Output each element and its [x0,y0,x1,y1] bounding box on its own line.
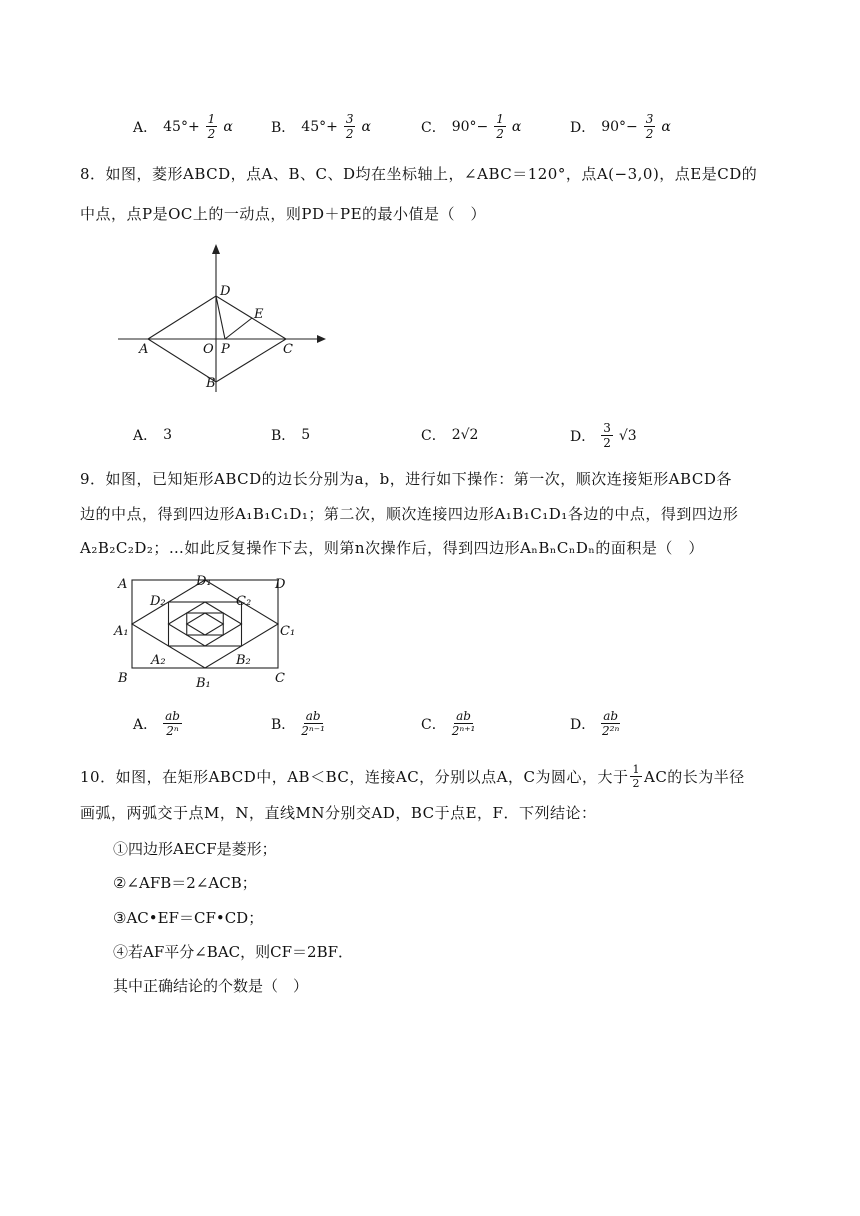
denominator: 2 [645,127,654,141]
q10-conclusion-4: ④若AF平分∠BAC，则CF＝2BF． [113,943,354,961]
q9-stem-line-3: A₂B₂C₂D₂；…如此反复操作下去，则第n次操作后，得到四边形AₙBₙCₙDₙ的面积是（ ） [80,539,704,557]
numerator: ab [305,709,321,723]
numerator: 3 [345,112,354,126]
q10-conclusion-3: ③AC•EF＝CF•CD； [113,909,264,927]
denominator: 2 [345,127,354,141]
y-axis-arrow [212,244,220,254]
q9-stem-line-2: 边的中点，得到四边形A₁B₁C₁D₁；第二次，顺次连接四边形A₁B₁C₁D₁各边的中点，得到四边形 [80,505,739,523]
numerator: 1 [496,112,504,126]
fraction [344,113,356,140]
quad-a5b5c5d5 [187,613,224,635]
numerator: ab [165,709,180,723]
label-o: O [203,342,214,357]
label-a1: A₁ [114,624,129,639]
option-text: 2√2 [451,427,479,443]
option-letter: C． [421,428,446,444]
q8-option-b [271,425,310,445]
numerator: 3 [603,421,611,435]
option-variable: α [223,118,233,135]
label-c1: C₁ [280,624,296,639]
option-text: √3 [618,427,637,444]
fraction [630,764,642,789]
numerator: ab [456,709,471,723]
label-a: A [139,342,149,357]
q7-option-a [133,113,233,140]
option-letter: A． [133,428,158,444]
label-c: C [275,671,285,686]
label-c: C [283,342,293,357]
q9-option-c [421,710,475,737]
fraction [301,710,325,737]
q10-stem-line-2: 画弧，两弧交于点M，N，直线MN分别交AD，BC于点E，F．下列结论： [80,804,597,822]
denominator: 2²ⁿ [602,724,620,738]
q10-conclusion-1: ①四边形AECF是菱形； [113,840,277,858]
q8-stem-line-1: 8．如图，菱形ABCD，点A、B、C、D均在坐标轴上，∠ABC＝120°，点A(−3,0)，点E是CD的 [80,165,758,183]
option-text: 3 [163,427,173,443]
q8-option-c [421,425,478,445]
option-letter: B． [271,428,296,444]
fraction [601,710,620,737]
option-letter: B． [271,716,296,733]
option-text: 90°− [451,118,489,135]
q9-option-a [133,710,182,737]
option-letter: D． [570,428,596,445]
label-b: B [118,671,128,686]
option-variable: α [511,118,522,135]
label-d: D [220,284,231,299]
denominator: 2ⁿ⁺¹ [451,724,476,738]
stem-text: 10．如图，在矩形ABCD中，AB＜BC，连接AC，分别以点A，C为圆心，大于 [80,768,629,786]
label-b1: B₁ [196,676,211,690]
fraction [163,710,182,737]
option-letter: B． [271,119,296,136]
option-text: 45°+ [163,118,200,135]
fraction [494,113,506,140]
label-b2: B₂ [236,653,251,668]
quad-a4b4c4d4 [187,613,224,635]
q9-option-d [570,710,620,737]
label-c2: C₂ [236,594,252,609]
denominator: 2 [603,436,611,450]
x-axis-arrow [317,335,326,343]
label-d: D [275,577,286,592]
q7-option-b [271,113,371,140]
fraction [644,113,656,140]
fraction [452,710,476,737]
numerator: 1 [207,112,216,126]
q8-stem-line-2: 中点，点P是OC上的一动点，则PD＋PE的最小值是（ ） [80,205,487,223]
option-variable: α [661,118,671,135]
q9-stem-line-1: 9．如图，已知矩形ABCD的边长分别为a，b，进行如下操作：第一次，顺次连接矩形ABCD各 [80,470,732,488]
stem-text: AC的长为半径 [643,768,745,786]
quad-a3b3c3d3 [169,602,242,646]
q9-nested-rectangles-figure [112,570,302,690]
q7-option-d [570,113,671,140]
option-letter: C． [421,716,446,733]
segment-pd [216,296,225,339]
segment-pe [225,318,252,339]
option-text: 45°+ [301,118,338,135]
label-p: P [221,342,230,357]
q10-closing-question: 其中正确结论的个数是（ ） [113,977,309,995]
q9-option-b [271,710,325,737]
option-letter: D． [570,716,596,733]
option-letter: A． [133,716,158,733]
numerator: 3 [645,112,654,126]
quad-a2b2c2d2 [169,602,242,646]
label-a2: A₂ [151,653,166,668]
fraction [601,422,613,449]
denominator: 2 [207,127,216,141]
q8-option-a [133,425,172,445]
option-variable: α [361,118,371,135]
q10-stem-line-1 [80,764,745,789]
option-letter: C． [421,119,446,136]
numerator: ab [603,709,619,723]
denominator: 2 [496,127,504,141]
q8-rhombus-figure [112,244,332,404]
label-b: B [206,376,216,391]
option-letter: A． [133,119,158,136]
option-letter: D． [570,119,596,136]
q8-option-d [570,422,637,449]
denominator: 2 [632,777,640,790]
numerator: 1 [632,763,640,776]
q10-conclusion-2: ②∠AFB＝2∠ACB； [113,874,257,892]
option-text: 5 [301,427,311,443]
label-e: E [254,307,264,322]
option-text: 90°− [601,118,638,135]
label-d1: D₁ [196,574,212,589]
q7-option-c [421,113,521,140]
denominator: 2ⁿ [166,724,179,738]
fraction [206,113,218,140]
label-a: A [118,577,128,592]
label-d2: D₂ [150,594,166,609]
denominator: 2ⁿ⁻¹ [301,724,325,738]
